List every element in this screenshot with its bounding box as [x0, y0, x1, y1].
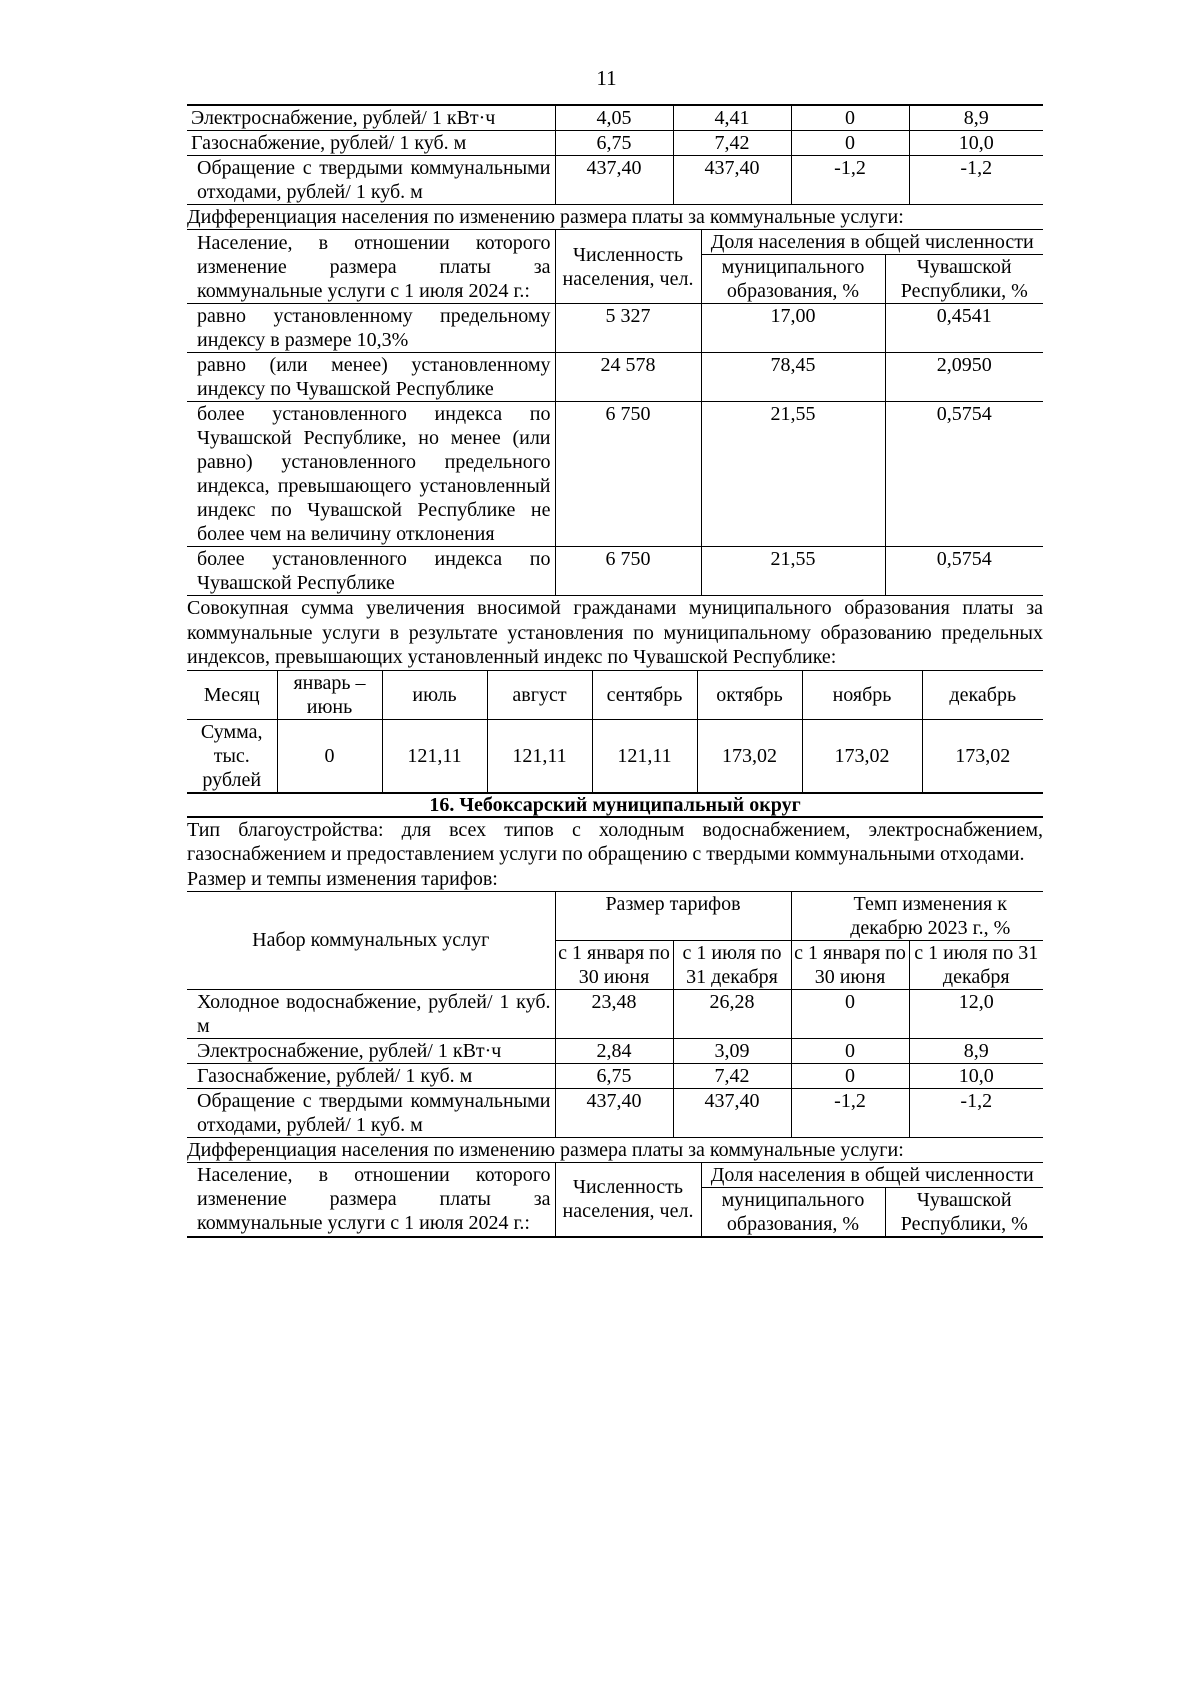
tariff-value: 437,40	[555, 156, 673, 205]
rate-value: -1,2	[791, 156, 909, 205]
header-population: Население, в отношении которого изменение размера платы за коммунальные услуги с 1 июля 2024 г.:	[187, 1163, 555, 1237]
population-count: 6 750	[555, 402, 701, 547]
header-rate-jan-jun: с 1 января по 30 июня	[791, 940, 909, 989]
rate-value: 10,0	[909, 1063, 1043, 1088]
header-services: Набор коммунальных услуг	[187, 892, 555, 990]
tariff-value: 437,40	[673, 1088, 791, 1137]
sum-value: 121,11	[487, 719, 592, 793]
header-rate: Темп изменения к декабрю 2023 г., %	[791, 892, 1043, 941]
month-label: Месяц	[187, 671, 277, 720]
rate-value: -1,2	[791, 1088, 909, 1137]
table-row	[187, 1088, 1043, 1137]
sum-value: 173,02	[802, 719, 922, 793]
tariff-value: 4,05	[555, 105, 673, 131]
header-tariff-size: Размер тарифов	[555, 892, 791, 941]
tariff-table-continued	[187, 104, 1043, 205]
month-header: декабрь	[922, 671, 1043, 720]
header-share: Доля населения в общей численности	[701, 1163, 1043, 1188]
diff-heading: Дифференциация населения по изменению размера платы за коммунальные услуги:	[187, 1138, 1043, 1163]
share-municipal: 21,55	[701, 547, 885, 596]
month-header: сентябрь	[592, 671, 697, 720]
population-label: более установленного индекса по Чувашской Республике	[187, 547, 555, 596]
population-label: равно установленному предельному индексу в размере 10,3%	[187, 304, 555, 353]
header-count: Численность населения, чел.	[555, 1163, 701, 1237]
tariff-table	[187, 892, 1043, 1138]
rate-value: 8,9	[909, 1038, 1043, 1063]
tariff-value: 3,09	[673, 1038, 791, 1063]
population-label: равно (или менее) установленному индексу по Чувашской Республике	[187, 353, 555, 402]
service-name: Газоснабжение, рублей/ 1 куб. м	[187, 1063, 555, 1088]
table-row	[187, 547, 1043, 596]
table-row	[187, 402, 1043, 547]
tariff-value: 2,84	[555, 1038, 673, 1063]
rate-value: 8,9	[909, 105, 1043, 131]
header-share-municipal: муниципального образования, %	[701, 255, 885, 304]
table-header-row	[187, 892, 1043, 941]
table-row	[187, 156, 1043, 205]
table-row	[187, 1038, 1043, 1063]
month-header: август	[487, 671, 592, 720]
header-count: Численность населения, чел.	[555, 230, 701, 304]
header-jul-dec: с 1 июля по 31 декабря	[673, 940, 791, 989]
tariff-value: 6,75	[555, 1063, 673, 1088]
tariff-value: 26,28	[673, 989, 791, 1038]
rate-value: 0	[791, 989, 909, 1038]
population-table	[187, 1163, 1043, 1238]
sum-label: Сумма, тыс. рублей	[187, 719, 277, 793]
total-increase-text: Совокупная сумма увеличения вносимой гражданами муниципального образования платы за коммунальные услуги в результате установления по муниципальному образованию предельных индексов, превышающих установленный индекс по Чувашской Республике:	[187, 596, 1043, 671]
diff-heading: Дифференциация населения по изменению размера платы за коммунальные услуги:	[187, 205, 1043, 230]
share-municipal: 78,45	[701, 353, 885, 402]
service-name: Обращение с твердыми коммунальными отходами, рублей/ 1 куб. м	[187, 156, 555, 205]
sum-value: 121,11	[382, 719, 487, 793]
table-row	[187, 1063, 1043, 1088]
month-header: ноябрь	[802, 671, 922, 720]
population-label: более установленного индекса по Чувашской Республике, но менее (или равно) установленного предельного индекса, превышающего установленный индекс по Чувашской Республике не более чем на величину отклонения	[187, 402, 555, 547]
tariff-value: 437,40	[555, 1088, 673, 1137]
table-row	[187, 353, 1043, 402]
population-count: 24 578	[555, 353, 701, 402]
header-jan-jun: с 1 января по 30 июня	[555, 940, 673, 989]
month-header: январь – июнь	[277, 671, 382, 720]
share-republic: 0,5754	[885, 402, 1043, 547]
improvement-type-text: Тип благоустройства: для всех типов с холодным водоснабжением, электроснабжением, газоснабжением и предоставлением услуги по обращению с твердыми коммунальными отходами.	[187, 818, 1043, 865]
population-count: 5 327	[555, 304, 701, 353]
monthly-sum-table	[187, 671, 1043, 794]
rate-value: 12,0	[909, 989, 1043, 1038]
header-share-republic: Чувашской Республики, %	[885, 255, 1043, 304]
table-header-row	[187, 1163, 1043, 1188]
header-rate-jul-dec: с 1 июля по 31 декабря	[909, 940, 1043, 989]
service-name: Газоснабжение, рублей/ 1 куб. м	[187, 131, 555, 156]
tariff-value: 7,42	[673, 131, 791, 156]
rate-value: 0	[791, 131, 909, 156]
share-republic: 0,5754	[885, 547, 1043, 596]
header-population: Население, в отношении которого изменение размера платы за коммунальные услуги с 1 июля 2024 г.:	[187, 230, 555, 304]
tariff-value: 7,42	[673, 1063, 791, 1088]
month-header: октябрь	[697, 671, 802, 720]
service-name: Холодное водоснабжение, рублей/ 1 куб. м	[187, 989, 555, 1038]
rate-value: 0	[791, 1038, 909, 1063]
table-row	[187, 989, 1043, 1038]
rate-value: 0	[791, 105, 909, 131]
rate-value: -1,2	[909, 1088, 1043, 1137]
table-row	[187, 304, 1043, 353]
header-share-municipal: муниципального образования, %	[701, 1187, 885, 1237]
tariff-value: 6,75	[555, 131, 673, 156]
sum-value: 173,02	[922, 719, 1043, 793]
rate-value: 10,0	[909, 131, 1043, 156]
tariff-value: 4,41	[673, 105, 791, 131]
service-name: Электроснабжение, рублей/ 1 кВт·ч	[187, 105, 555, 131]
tariff-value: 23,48	[555, 989, 673, 1038]
document-body	[187, 104, 1043, 1238]
header-share: Доля населения в общей численности	[701, 230, 1043, 255]
share-municipal: 17,00	[701, 304, 885, 353]
share-municipal: 21,55	[701, 402, 885, 547]
page-number: 11	[596, 66, 617, 90]
table-header-row	[187, 671, 1043, 720]
service-name: Электроснабжение, рублей/ 1 кВт·ч	[187, 1038, 555, 1063]
tariffs-heading: Размер и темпы изменения тарифов:	[187, 867, 1043, 892]
sum-value: 121,11	[592, 719, 697, 793]
sum-value: 0	[277, 719, 382, 793]
table-row	[187, 105, 1043, 131]
header-share-republic: Чувашской Республики, %	[885, 1187, 1043, 1237]
table-row	[187, 131, 1043, 156]
share-republic: 0,4541	[885, 304, 1043, 353]
table-row	[187, 719, 1043, 793]
rate-value: 0	[791, 1063, 909, 1088]
share-republic: 2,0950	[885, 353, 1043, 402]
month-header: июль	[382, 671, 487, 720]
table-header-row	[187, 230, 1043, 255]
population-table	[187, 230, 1043, 596]
population-count: 6 750	[555, 547, 701, 596]
service-name: Обращение с твердыми коммунальными отходами, рублей/ 1 куб. м	[187, 1088, 555, 1137]
tariff-value: 437,40	[673, 156, 791, 205]
rate-value: -1,2	[909, 156, 1043, 205]
sum-value: 173,02	[697, 719, 802, 793]
section-title: 16. Чебоксарский муниципальный округ	[187, 794, 1043, 818]
